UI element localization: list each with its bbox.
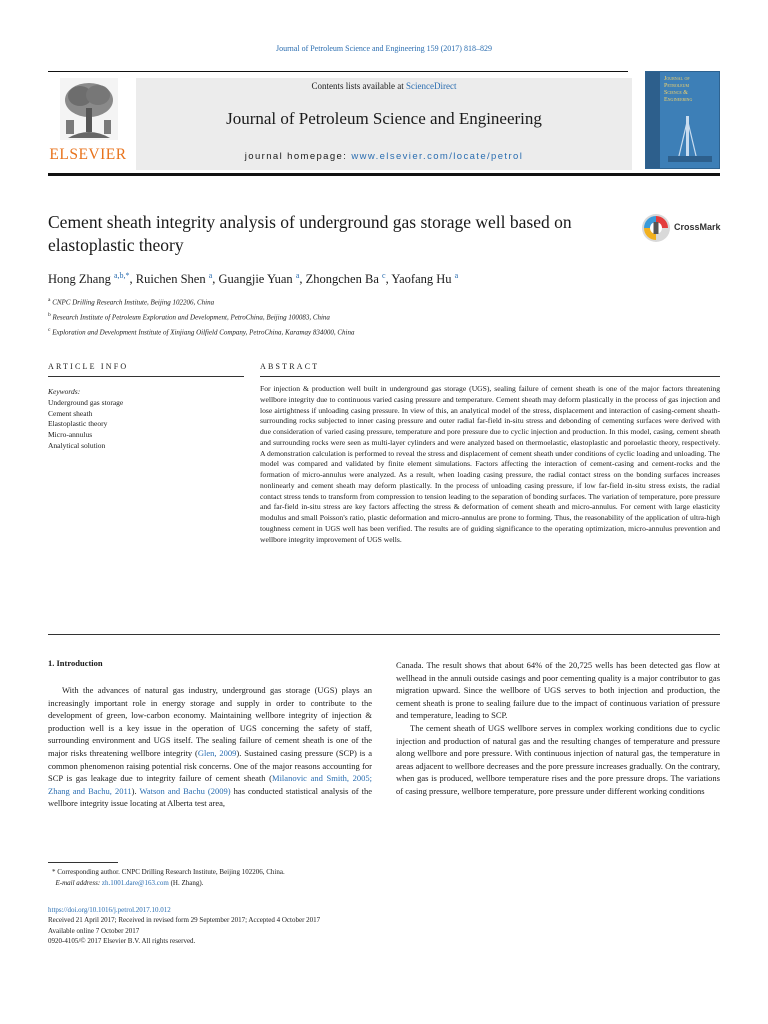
affiliation-text: CNPC Drilling Research Institute, Beijing 102206, China: [52, 298, 215, 307]
paragraph-text: With the advances of natural gas industry, underground gas storage (UGS) plays an increasingly important role in energy storage and supply in order to contribute to the development of green, low-carbon economy. Maintaining wellbore integrity of injection & production well is a key issue in the operation of UGS concerning the safety of staff, surrounding environment and UGS itself. The sealing failure of cement sheath is one of the major risks threatening wellbore integrity (: [48, 685, 372, 758]
article-info-heading: ARTICLE INFO: [48, 362, 129, 371]
homepage-line: [136, 151, 632, 162]
citation-link[interactable]: Glen, 2009: [197, 747, 237, 758]
citation-link[interactable]: Milanovic and Smith, 2005; Zhang and Bachu, 2011: [48, 773, 372, 796]
body-paragraph: [48, 684, 372, 810]
article-title: Cement sheath integrity analysis of underground gas storage well based on elastoplastic theory: [48, 212, 572, 255]
journal-header-box: [136, 78, 632, 170]
body-column-right: [396, 659, 720, 798]
journal-cover-thumbnail[interactable]: [645, 71, 720, 169]
affiliation-mark: c: [48, 326, 51, 333]
cover-title: [664, 76, 718, 104]
footnote-rule: [48, 862, 118, 863]
body-paragraph: Canada. The result shows that about 64% of the 20,725 wells has been detected gas flow at wellhead in the annuli outside casings and poor cementing quality is a major contributor to gas migration upward. Since the wellbore of UGS serves to both injection and production, the cement sheath is prone to sealing failure due to the impact of continuous variation of pressure and temperature, leading to SCP.: [396, 660, 720, 721]
elsevier-logo[interactable]: [48, 78, 128, 170]
citation-link[interactable]: Watson and Bachu (2009): [139, 785, 231, 796]
email-line: [52, 878, 382, 889]
online-date: Available online 7 October 2017: [48, 926, 140, 935]
author-affiliation-mark[interactable]: a: [454, 271, 459, 280]
email-suffix: (H. Zhang).: [168, 879, 204, 887]
elsevier-tree-icon: [60, 78, 118, 140]
abstract-rule: [260, 376, 720, 377]
author-name[interactable]: Zhongchen Ba: [305, 272, 379, 287]
keyword-list: [48, 398, 123, 452]
abstract-text: For injection & production well built in underground gas storage (UGS), sealing failure of cement sheath is one of the major factors threatening wellbore integrity due to continuous varied casing pressure and temperature. Cement sheath may deform plastically in the process of gas injection and lose airtightness if unloading casing pressure. In view of this, an analytical model of the stress, displacement and interaction of casing-cement sheath-surrounding rocks subjected to inner casing pressure and outer radial far-field in-situ stress and debonding of cementing surfaces were derived with due consideration of varied casing pressure, temperature and pore pressure due to cyclic injection and production. In this model, casing, cement sheath and surrounding rocks were seen as multi-layer cylinders and were analyzed based on thermoelastic, elastoplastic and poroelastic theory, respectively. A demonstration calculation is performed to reveal the stress and displacement of cement sheath under conditions of cyclic loading and unloading. The model was compared and validated by finite element simulations. Factors affecting the interaction of cement-casing and cement-rocks and the formation of micro-annulus were analyzed. As a result, when loading casing pressure, the radial contact stress on the bonding surfaces increases nonlinearly and cement sheath may deform plastically. In the process of unloading casing pressure, if low far-field in-situ stress exists, the radial contact stress tends to transform from compression to tension leading to the separation of bonding surfaces. The variation of temperature, pore pressure and far-field in-situ stress are key factors affecting the stress & deformation of cement sheath and micro-annulus. For cement with large elasticity modulus and small Poisson's ratio, plastic deformation and micro-annulus are prone to forming. Thus, the reasonability of the application of ultra-high toughness cement in UGS well has been verified. The results are of guiding significance to the operating optimization, micro-annulus prevention and wellbore integrity improvement of UGS wells.: [260, 384, 720, 544]
affiliation-item: [48, 309, 728, 324]
affiliation-mark: a: [48, 297, 51, 303]
author-name[interactable]: Guangjie Yuan: [218, 272, 293, 287]
keyword-item: Cement sheath: [48, 408, 93, 418]
cover-band: [646, 72, 660, 168]
doi-link[interactable]: https://doi.org/10.1016/j.petrol.2017.10.012: [48, 906, 171, 914]
affiliation-item: [48, 294, 728, 309]
cover-title-line: Engineering: [664, 97, 693, 103]
elsevier-wordmark: ELSEVIER: [49, 146, 127, 163]
homepage-label: journal homepage:: [244, 151, 352, 162]
keywords-label: Keywords:: [48, 387, 81, 396]
author-name[interactable]: Hong Zhang: [48, 272, 111, 287]
email-link[interactable]: zh.1001.dare@163.com: [101, 879, 169, 887]
affiliation-mark: b: [48, 311, 51, 318]
contents-prefix: Contents lists available at: [311, 81, 406, 91]
article-metadata: [48, 905, 448, 946]
sciencedirect-link[interactable]: ScienceDirect: [406, 81, 457, 91]
received-dates: Received 21 April 2017; Received in revised form 29 September 2017; Accepted 4 October 2017: [48, 916, 321, 925]
keyword-item: Analytical solution: [48, 440, 106, 450]
affiliation-item: [48, 324, 728, 339]
article-info-rule: [48, 376, 244, 377]
cover-title-line: Journal of: [664, 76, 690, 82]
journal-title: Journal of Petroleum Science and Engineering: [226, 109, 542, 128]
section-heading-introduction: 1. Introduction: [48, 658, 103, 668]
crossmark-icon: [641, 213, 671, 243]
paragraph-text: ).: [131, 785, 140, 796]
contents-line: [136, 81, 632, 91]
author-affiliation-mark[interactable]: a: [295, 271, 300, 280]
author-affiliation-mark[interactable]: a,b,*: [113, 271, 130, 280]
keyword-item: Underground gas storage: [48, 398, 124, 407]
author-name[interactable]: Yaofang Hu: [391, 272, 452, 287]
abstract-heading: ABSTRACT: [260, 362, 320, 371]
affiliation-text: Research Institute of Petroleum Exploration and Development, PetroChina, Beijing 100083, China: [52, 313, 330, 322]
cover-illustration-icon: [664, 112, 716, 164]
author-name[interactable]: Ruichen Shen: [135, 272, 206, 287]
cover-title-line: Science &: [664, 90, 688, 96]
crossmark-badge[interactable]: [641, 213, 723, 243]
crossmark-label: CrossMark: [674, 222, 721, 232]
header-bottom-rule: [48, 173, 720, 176]
author-affiliation-mark[interactable]: a: [208, 271, 213, 280]
paragraph-text: ). Sustained casing pressure (SCP) is a common phenomenon raising potential risk concerns. One of the major reasons accounting for SCP is gas leakage due to integrity failure of cement sheath (: [48, 747, 372, 784]
header-top-rule: [48, 71, 628, 72]
journal-reference[interactable]: Journal of Petroleum Science and Engineering 159 (2017) 818–829: [276, 44, 492, 53]
keyword-item: Micro-annulus: [48, 430, 93, 440]
cover-title-line: Petroleum: [664, 83, 690, 89]
body-column-left: [48, 684, 372, 810]
author-affiliation-mark[interactable]: c: [382, 271, 386, 280]
homepage-link[interactable]: www.elsevier.com/locate/petrol: [351, 151, 524, 162]
abstract-end-rule: [48, 634, 720, 635]
affiliation-list: [48, 294, 728, 338]
author-list: Hong Zhang $^{a,b,*}$, Ruichen Shen $^a$, Guangjie Yuan $^a$, Zhongchen Ba $^c$, Yaofang Hu $^a$: [48, 271, 459, 287]
body-paragraph: The cement sheath of UGS wellbore serves in complex working conditions due to cyclic injection and production of natural gas and the resulting changes of temperature and pressure along wellbore and pore pressure. With continuous injection of natural gas, the temperature in areas adjacent to wellbore decreases and the pore pressure increases gradually. On the contrary, when gas is produced, wellbore temperature rises and the pore pressure drops. The variations of casing pressure, wellbore temperature, pore pressure under different working conditions: [396, 722, 720, 796]
copyright: 0920-4105/© 2017 Elsevier B.V. All rights reserved.: [48, 936, 196, 945]
corresponding-author-note: * Corresponding author. CNPC Drilling Research Institute, Beijing 102206, China.: [52, 868, 285, 876]
email-label: E-mail address:: [55, 879, 102, 887]
paragraph-text: has conducted statistical analysis of the wellbore integrity issue locating at Alberta test area,: [48, 785, 372, 809]
affiliation-text: Exploration and Development Institute of Xinjiang Oilfield Company, PetroChina, Karamay 834000, China: [52, 327, 355, 336]
keyword-item: Elastoplastic theory: [48, 419, 108, 429]
footnotes: [52, 867, 382, 889]
